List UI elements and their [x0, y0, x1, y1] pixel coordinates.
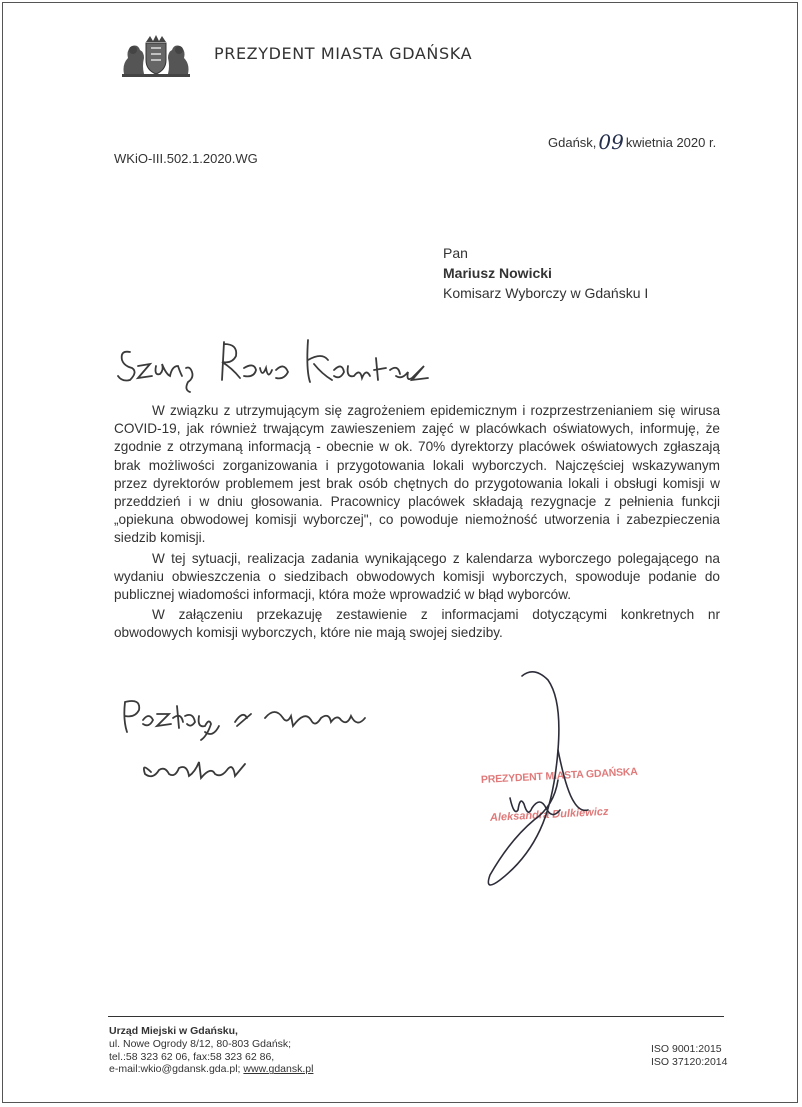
- recipient-block: [443, 243, 648, 303]
- footer-iso-1: ISO 9001:2015: [651, 1043, 722, 1055]
- footer-website-link[interactable]: www.gdansk.pl: [243, 1063, 314, 1076]
- footer-divider: [108, 1016, 724, 1017]
- recipient-name: Mariusz Nowicki: [443, 265, 552, 281]
- recipient-salutation: Pan: [443, 245, 468, 261]
- handwritten-closing: [115, 690, 395, 800]
- letter-body: [114, 402, 720, 645]
- date-place: Gdańsk,: [548, 135, 597, 150]
- organization-name: PREZYDENT MIASTA GDAŃSKA: [214, 44, 473, 63]
- footer-email-line: [109, 1063, 313, 1076]
- stamp-title: PREZYDENT MIASTA GDAŃSKA: [480, 765, 638, 786]
- body-paragraph-3: W załączeniu przekazuję zestawienie z informacjami dotyczącymi konkretnych nr obwodowych komisji wyborczych, które nie mają swojej siedziby.: [114, 607, 720, 641]
- date-month-year: kwietnia 2020 r.: [625, 135, 717, 150]
- footer-address: ul. Nowe Ogrody 8/12, 80-803 Gdańsk;: [109, 1037, 292, 1050]
- reference-number: WKiO-III.502.1.2020.WG: [114, 151, 258, 166]
- footer-iso: [651, 1043, 727, 1069]
- handwritten-greeting: [108, 330, 438, 400]
- recipient-title: Komisarz Wyborczy w Gdańsku I: [443, 285, 649, 301]
- footer-contact: [109, 1025, 313, 1076]
- signature: [470, 670, 650, 900]
- footer-office: Urząd Miejski w Gdańsku,: [109, 1025, 238, 1037]
- body-paragraph-2: W tej sytuacji, realizacja zadania wynikającego z kalendarza wyborczego polegającego na wydaniu obwieszczenia o siedzibach obwodowych komisji wyborczych, spowoduje podanie do publicznej wiadomości informacji, która może wprowadzić w błąd wyborców.: [114, 550, 720, 603]
- body-paragraph-1: W związku z utrzymującym się zagrożeniem epidemicznym i rozprzestrzenianiem się wirusa COVID-19, jak również trwającym zawieszeniem zajęć w placówkach oświatowych, informuję, że zgodnie z otrzymaną informacją - obecnie w ok. 70% dyrektorzy placówek oświatowych zgłaszają brak możliwości zorganizowania i przygotowania lokali wyborczych. Najczęściej wskazywanym przez dyrektorów problemem jest brak osób chętnych do przygotowania lokali i obsługi komisji w przeddzień i w dniu głosowania. Pracownicy placówek składają rezygnacje z pełnienia funkcji „opiekuna obwodowej komisji wyborczej", co powoduje niemożność utworzenia i zabezpieczenia siedzib komisji.: [114, 403, 720, 546]
- date-day-handwritten: 09: [598, 130, 624, 154]
- footer-email: e-mail:wkio@gdansk.gda.pl;: [109, 1063, 241, 1076]
- gdansk-coat-of-arms-icon: [118, 34, 194, 78]
- stamp-name: Aleksandra Dulkiewicz: [489, 805, 609, 824]
- letter-date: [548, 130, 716, 154]
- footer-phone-fax: tel.:58 323 62 06, fax:58 323 62 86,: [109, 1050, 275, 1063]
- footer-iso-2: ISO 37120:2014: [651, 1055, 728, 1068]
